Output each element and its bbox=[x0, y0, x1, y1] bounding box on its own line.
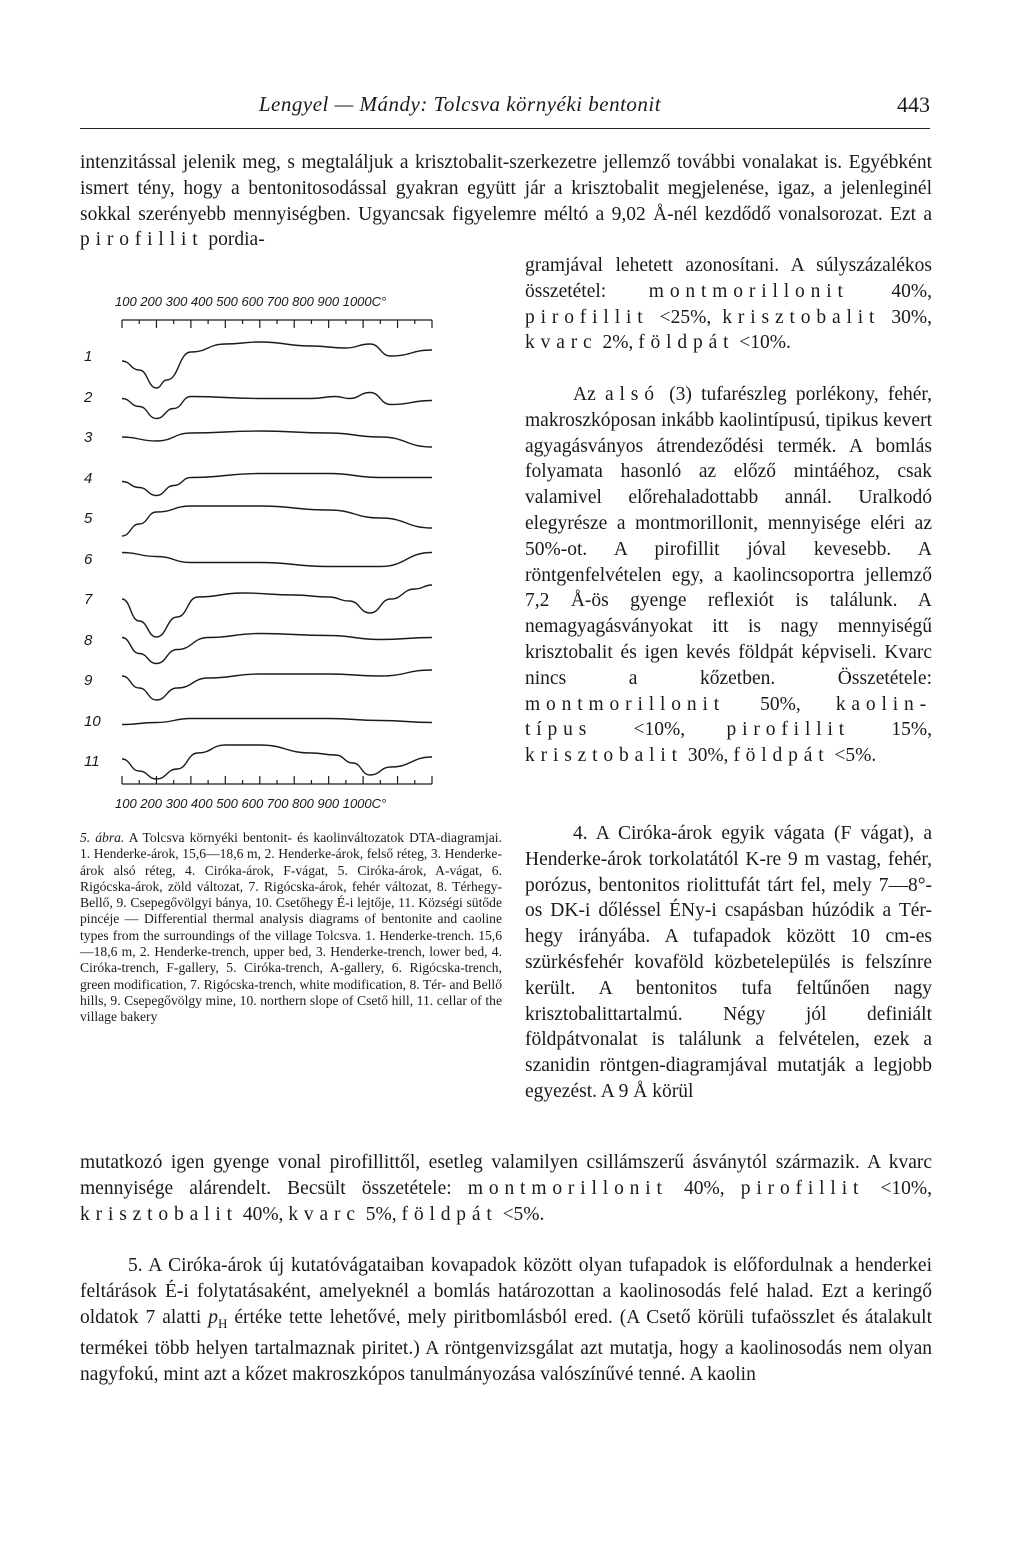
curve-label-3: 3 bbox=[84, 429, 93, 446]
paragraph-text: 40%, bbox=[848, 280, 932, 302]
paragraph-text: <25%, bbox=[648, 306, 723, 328]
paragraph-text: 4. A Ciróka-árok egyik vágata (F vágat), a Henderke-árok torkolatától K-re 9 m vastag, fehér, porózus, bentonitos riolittufát tárt fel, mely 7—8°-os DK-i dőléssel ÉNy-i csapásban húzódik a Tér-hegy irányába. A tufapadok között 10 cm-es szürkésfehér kovaföld közbetelepülés is felszínre került. A bentonitos tufa feltűnően nagy krisztobalittartalmú. Négy jól definiált földpátvonalat is találunk a felvételen, ezek a szanidin röntgen-diagramjával mutatják a legjobb egyezést. A 9 Å körül bbox=[525, 823, 932, 1102]
spaced-term: montmorillonit bbox=[467, 1177, 668, 1199]
spaced-term: kvarc bbox=[288, 1203, 361, 1225]
bottom-temperature-scale: 100 200 300 400 500 600 700 800 900 1000C° bbox=[115, 796, 387, 811]
ph-subscript: H bbox=[218, 1315, 228, 1331]
spaced-term: pirofillit bbox=[726, 719, 851, 741]
paragraph-sample-4-cont bbox=[80, 1150, 932, 1227]
curve-label-2: 2 bbox=[84, 388, 93, 406]
dta-curve-7 bbox=[122, 585, 432, 637]
paragraph-text: 15%, bbox=[850, 719, 932, 741]
spaced-term: kvarc bbox=[525, 332, 598, 354]
paragraph-composition-2 bbox=[525, 253, 932, 356]
dta-curve-6 bbox=[122, 553, 432, 567]
header-title: Lengyel — Mándy: Tolcsva környéki bentonit bbox=[258, 92, 662, 116]
ph-symbol: p bbox=[208, 1306, 218, 1328]
dta-curve-8 bbox=[122, 634, 432, 664]
curve-label-5: 5 bbox=[84, 510, 93, 527]
curve-label-11: 11 bbox=[84, 753, 100, 770]
figure-caption bbox=[80, 830, 502, 1026]
dta-curve-10 bbox=[122, 719, 432, 725]
paragraph-text: gramjával lehetett azonosítani. A súlyszázalékos összetétel: bbox=[525, 255, 932, 302]
spaced-term: pirofillit bbox=[80, 229, 204, 251]
curve-label-6: 6 bbox=[84, 550, 93, 568]
paragraph-sample-5 bbox=[80, 1253, 932, 1388]
paragraph-text: <10%. bbox=[734, 332, 791, 354]
spaced-term: krisztobalit bbox=[80, 1203, 238, 1225]
paragraph-text: 2%, bbox=[597, 332, 639, 354]
paragraph-text: 30%, bbox=[880, 306, 932, 328]
spaced-term: kaolin-típus bbox=[525, 693, 932, 741]
paragraph-text: 30%, bbox=[682, 745, 734, 767]
dta-figure bbox=[80, 288, 500, 828]
paragraph-text: <10%, bbox=[864, 1177, 932, 1199]
curve-label-7: 7 bbox=[84, 591, 93, 608]
dta-curve-3 bbox=[122, 431, 432, 447]
spaced-term: földpát bbox=[401, 1203, 498, 1225]
paragraph-sample-3 bbox=[525, 382, 932, 769]
paragraph-text: intenzitással jelenik meg, s megtaláljuk a krisztobalit-szerkezetre jellemző további vonalakat is. Egyébként ismert tény, hogy a bentonitosodással gyakran együtt jár a krisztobalit megjelenése, igaz, a jelenleginél sokkal szerényebb mennyiségben. Ugyancsak figyelemre méltó a 9,02 Å-nél kezdődő vonalsorozat. Ezt a bbox=[80, 152, 932, 225]
spaced-term: krisztobalit bbox=[722, 306, 881, 328]
dta-curve-4 bbox=[122, 474, 432, 496]
caption-text: A Tolcsva környéki bentonit- és kaolinváltozatok DTA-diagramjai. 1. Henderke-árok, 15,6—18,6 m, 2. Henderke-árok, felső réteg, 3. Henderke-árok alsó réteg, 4. Ciróka-árok, F-vágat, 5. Ciróka-árok, A-vágat, 6. Rigócska-árok, zöld változat, 7. Rigócska-árok, fehér változat, 8. Térhegy-Bellő, 9. Csepegővölgyi bánya, 10. Csetőhegy É-i lejtője, 11. Községi sütőde pincéje — Differential thermal analysis diagrams of bentonite and caoline types from the surroundings of the village Tolcsva. 1. Henderke-trench. 15,6—18,6 m, 2. Henderke-trench, upper bed, 3. Henderke-trench, lower bed, 4. Ciróka-trench, F-gallery, 5. Ciróka-trench, A-gallery, 6. Rigócska-trench, green modification, 7. Rigócska-trench, white modification, 8. Tér- and Bellő hills, 9. Csepegővölgy mine, 10. northern slope of Csető hill, 11. cellar of the village bakery bbox=[80, 830, 502, 1025]
dta-curve-5 bbox=[122, 506, 432, 536]
dta-curve-9 bbox=[122, 670, 432, 700]
paragraph-text: 50%, bbox=[725, 693, 836, 715]
page-number: 443 bbox=[897, 92, 930, 117]
dta-curve-1 bbox=[122, 342, 432, 388]
spaced-term: földpát bbox=[638, 332, 735, 354]
curve-label-4: 4 bbox=[84, 469, 93, 487]
paragraph-text: <5%. bbox=[497, 1203, 545, 1225]
spaced-term: montmorillonit bbox=[525, 693, 725, 715]
spaced-term: földpát bbox=[733, 745, 830, 767]
paragraph-intro bbox=[80, 150, 932, 253]
dta-curve-2 bbox=[122, 393, 432, 419]
paragraph-text: értéke tette lehetővé, mely piritbomlásból ered. (A Csető körüli tufaösszlet és átalakult termékei több helyen tartalmaznak piritet.) A röntgenvizsgálat azt mutatja, hogy a kaolinosodás nem olyan nagyfokú, mint azt a kőzet makroszkópos tanulmányozása valószínűvé tenné. A kaolin bbox=[80, 1306, 932, 1386]
paragraph-text: 40%, bbox=[667, 1177, 741, 1199]
top-temperature-scale: 100 200 300 400 500 600 700 800 900 1000C° bbox=[115, 294, 387, 309]
paragraph-text: mutatkozó igen gyenge vonal pirofillittől, esetleg valamilyen csillámszerű ásványtól származik. A kvarc mennyisége alárendelt. Becsült összetétele: bbox=[80, 1152, 932, 1199]
spaced-term: montmorillonit bbox=[648, 280, 849, 302]
dta-curves-svg bbox=[80, 288, 500, 828]
running-header bbox=[80, 88, 930, 129]
paragraph-text: <5%. bbox=[829, 745, 877, 767]
curve-label-8: 8 bbox=[84, 631, 93, 649]
paragraph-text: 40%, bbox=[237, 1203, 289, 1225]
paragraph-text: Az bbox=[573, 384, 606, 405]
paragraph-text: pordia- bbox=[203, 229, 265, 251]
curve-label-10: 10 bbox=[84, 712, 101, 730]
curve-label-1: 1 bbox=[84, 348, 93, 365]
paragraph-text: (3) tufarészleg porlékony, fehér, makroszkóposan inkább kaolintípusú, tipikus kevert agyagásványos átrendeződési termék. A bomlás folyamata hasonló az előző mintáéhoz, csak valamivel előrehaladottabb annál. Uralkodó elegyrésze a montmorillonit, mennyisége eléri az 50%-ot. A pirofillit jóval kevesebb. A röntgenfelvételen egy, a kaolincsoportra jellemző 7,2 Å-ös gyenge reflexiót is találunk. A nemagyagásványokat itt is nagy mennyiségű krisztobalit és igen kevés földpát képviseli. Kvarc nincs a kőzetben. Összetétele: bbox=[525, 384, 932, 689]
paragraph-text: 5%, bbox=[360, 1203, 402, 1225]
spaced-term: alsó bbox=[605, 384, 660, 405]
paragraph-sample-4 bbox=[525, 821, 932, 1105]
spaced-term: krisztobalit bbox=[525, 745, 683, 767]
spaced-term: pirofillit bbox=[525, 306, 649, 328]
caption-label: 5. ábra. bbox=[80, 830, 125, 845]
spaced-term: pirofillit bbox=[740, 1177, 865, 1199]
curve-label-9: 9 bbox=[84, 672, 93, 689]
dta-curve-11 bbox=[122, 745, 432, 779]
paragraph-text: 5. A Ciróka-árok új kutatóvágataiban kovapadok között olyan tufapadok is előfordulnak a henderkei feltárások É-i folytatásaként, amelyeknél a bomlás határozottan a kaolinosodás felé halad. Ezt a keringő oldatok 7 alatti bbox=[80, 1255, 932, 1328]
paragraph-text: <10%, bbox=[592, 719, 727, 741]
